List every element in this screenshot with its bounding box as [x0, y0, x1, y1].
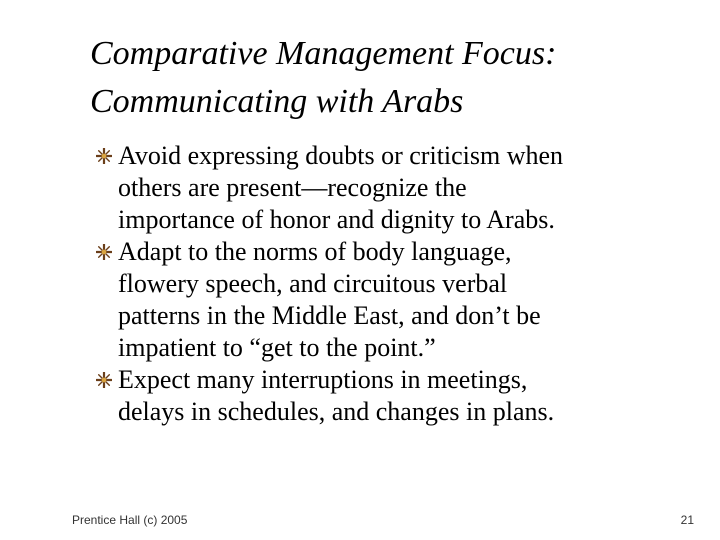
star-burst-center	[102, 154, 107, 159]
star-burst-icon	[96, 372, 112, 388]
footer-copyright: Prentice Hall (c) 2005	[72, 513, 188, 527]
slide-title-line-1: Comparative Management Focus:	[90, 35, 557, 72]
bullet-item	[96, 140, 696, 236]
star-burst-icon	[96, 148, 112, 164]
bullet-text: Expect many interruptions in meetings, delays in schedules, and changes in plans.	[118, 365, 555, 426]
bullet-text: Adapt to the norms of body language, flowery speech, and circuitous verbal patterns in the Middle East, and don’t be impatient to “get to the point.”	[118, 237, 541, 362]
star-burst-center	[102, 378, 107, 383]
footer-page-number: 21	[680, 513, 694, 527]
slide-title	[90, 30, 690, 126]
slide-title-line-2: Communicating with Arabs	[90, 83, 464, 120]
star-burst-icon	[96, 244, 112, 260]
star-burst-center	[102, 250, 107, 255]
bullet-list	[96, 140, 696, 428]
bullet-text: Avoid expressing doubts or criticism when others are present—recognize the importance of honor and dignity to Arabs.	[118, 141, 564, 234]
bullet-item	[96, 364, 696, 428]
bullet-item	[96, 236, 696, 364]
